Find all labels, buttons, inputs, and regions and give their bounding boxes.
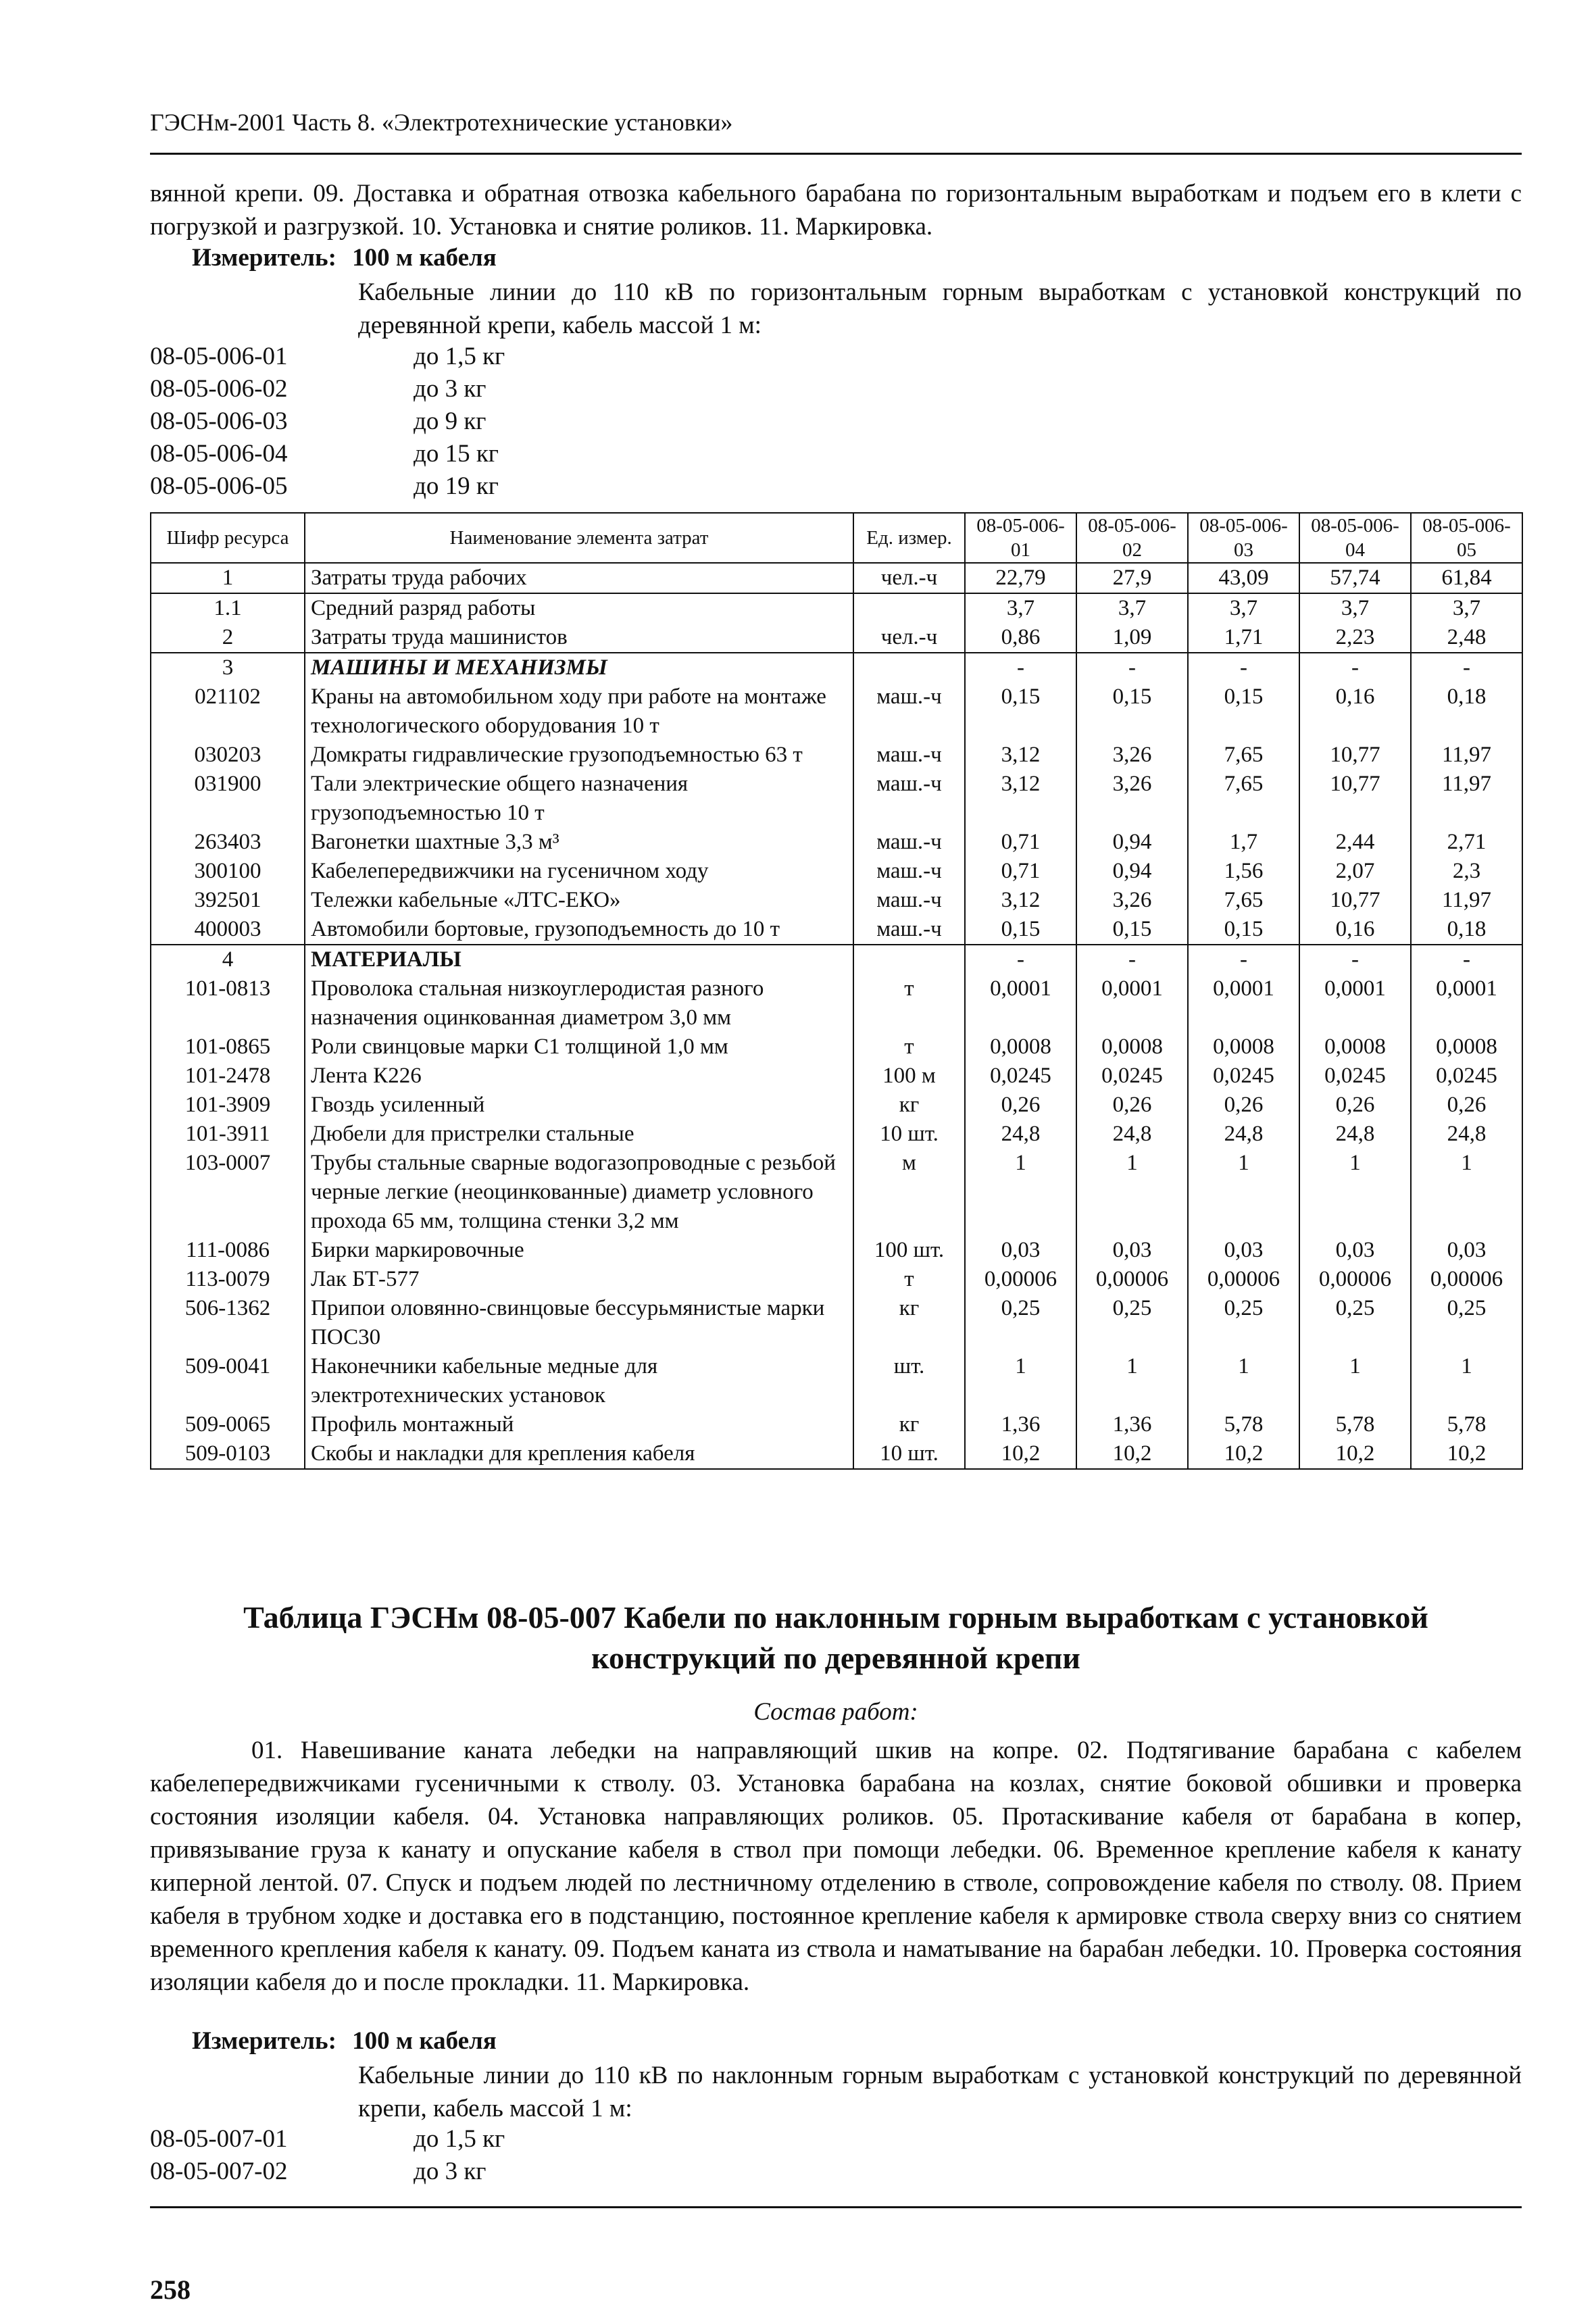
table-row: [151, 623, 1522, 653]
meter-2: [192, 2026, 497, 2056]
cell-value: 24,8: [965, 1120, 1076, 1149]
cell-unit: т: [853, 1032, 965, 1062]
cell-value: 0,25: [1076, 1294, 1188, 1352]
cell-value: 0,18: [1411, 915, 1522, 945]
cell-value: 0,0245: [1411, 1062, 1522, 1091]
cell-value: 0,0001: [1076, 974, 1188, 1032]
cell-value: -: [1411, 945, 1522, 974]
cell-unit: маш.-ч: [853, 857, 965, 886]
cell-name: Профиль монтажный: [305, 1410, 853, 1439]
cell-value: 1,7: [1188, 828, 1299, 857]
cell-name: Лак БТ-577: [305, 1265, 853, 1294]
cell-value: 7,65: [1188, 741, 1299, 770]
cell-value: 1: [1411, 1352, 1522, 1410]
table-row: [151, 1091, 1522, 1120]
cell-unit: маш.-ч: [853, 682, 965, 741]
cell-value: 2,23: [1299, 623, 1411, 653]
header-col-5: 08-05-006-05: [1411, 513, 1522, 563]
cell-unit: 100 м: [853, 1062, 965, 1091]
cell-value: 0,0008: [1411, 1032, 1522, 1062]
cell-name: Лента К226: [305, 1062, 853, 1091]
resource-code: 08-05-006-03: [150, 407, 288, 435]
cell-value: -: [1076, 653, 1188, 682]
cell-value: 0,00006: [1411, 1265, 1522, 1294]
cell-value: 0,00006: [1299, 1265, 1411, 1294]
cell-code: 111-0086: [151, 1236, 305, 1265]
cell-value: 0,26: [1299, 1091, 1411, 1120]
table-row: [151, 915, 1522, 945]
cell-value: -: [1076, 945, 1188, 974]
cell-value: 1: [1188, 1149, 1299, 1236]
description-2: Кабельные линии до 110 кВ по наклонным горным выработкам с установкой конструкций по деревянной крепи, кабель массой 1 м:: [358, 2062, 1522, 2122]
running-header: ГЭСНм-2001 Часть 8. «Электротехнические установки»: [150, 109, 733, 136]
cell-code: 392501: [151, 886, 305, 915]
cell-value: 22,79: [965, 563, 1076, 593]
cell-value: 0,25: [1188, 1294, 1299, 1352]
cell-value: 0,15: [965, 915, 1076, 945]
cell-code: 021102: [151, 682, 305, 741]
cell-name: Тали электрические общего назначения грузоподъемностью 10 т: [305, 770, 853, 828]
cell-value: 10,2: [1299, 1439, 1411, 1469]
cell-name: Гвоздь усиленный: [305, 1091, 853, 1120]
cell-value: 2,07: [1299, 857, 1411, 886]
page-number: 258: [150, 2274, 191, 2305]
cell-value: 7,65: [1188, 886, 1299, 915]
cell-code: 1.1: [151, 593, 305, 623]
cell-value: 3,7: [1076, 593, 1188, 623]
cell-value: 0,26: [1188, 1091, 1299, 1120]
cell-name: Автомобили бортовые, грузоподъемность до 10 т: [305, 915, 853, 945]
cell-unit: м: [853, 1149, 965, 1236]
cell-unit: 10 шт.: [853, 1439, 965, 1469]
cell-value: -: [1299, 945, 1411, 974]
cell-value: 10,2: [1188, 1439, 1299, 1469]
cell-code: 101-0865: [151, 1032, 305, 1062]
cell-value: 1,56: [1188, 857, 1299, 886]
cell-value: 0,18: [1411, 682, 1522, 741]
cell-value: 1,36: [965, 1410, 1076, 1439]
cell-name: Затраты труда рабочих: [305, 563, 853, 593]
header-rule: [150, 153, 1522, 155]
footer-rule: [150, 2206, 1522, 2208]
header-unit: Ед. измер.: [853, 513, 965, 563]
cell-name: МАШИНЫ И МЕХАНИЗМЫ: [305, 653, 853, 682]
resource-code: 08-05-006-02: [150, 375, 288, 403]
cell-value: 5,78: [1299, 1410, 1411, 1439]
table-row: [151, 1149, 1522, 1236]
cell-code: 113-0079: [151, 1265, 305, 1294]
cell-value: 0,00006: [1188, 1265, 1299, 1294]
cell-unit: кг: [853, 1410, 965, 1439]
cell-unit: чел.-ч: [853, 563, 965, 593]
cell-value: 2,48: [1411, 623, 1522, 653]
table-row: [151, 1294, 1522, 1352]
cell-name: Скобы и накладки для крепления кабеля: [305, 1439, 853, 1469]
description-1: Кабельные линии до 110 кВ по горизонтальным горным выработкам с установкой конструкций по деревянной крепи, кабель массой 1 м:: [358, 278, 1522, 339]
cell-code: 509-0065: [151, 1410, 305, 1439]
work-heading: Состав работ:: [753, 1698, 918, 1726]
table-row: [151, 1265, 1522, 1294]
table-body: [151, 563, 1522, 1469]
cell-unit: т: [853, 1265, 965, 1294]
cell-unit: чел.-ч: [853, 623, 965, 653]
cell-value: 0,03: [1188, 1236, 1299, 1265]
cell-value: 3,26: [1076, 886, 1188, 915]
cell-value: -: [1188, 945, 1299, 974]
cell-value: 0,25: [1299, 1294, 1411, 1352]
resource-mass: до 1,5 кг: [414, 2125, 505, 2153]
cell-name: Дюбели для пристрелки стальные: [305, 1120, 853, 1149]
cell-value: 0,94: [1076, 828, 1188, 857]
table-row: [151, 770, 1522, 828]
cell-value: 0,0245: [1076, 1062, 1188, 1091]
cell-name: МАТЕРИАЛЫ: [305, 945, 853, 974]
cell-value: 3,7: [1411, 593, 1522, 623]
cell-unit: т: [853, 974, 965, 1032]
cell-code: 030203: [151, 741, 305, 770]
cell-value: 1,71: [1188, 623, 1299, 653]
cell-value: 10,2: [965, 1439, 1076, 1469]
table-row: [151, 1352, 1522, 1410]
cell-code: 103-0007: [151, 1149, 305, 1236]
cell-value: 1: [965, 1352, 1076, 1410]
cell-value: 0,0008: [1076, 1032, 1188, 1062]
resource-mass: до 3 кг: [414, 2158, 487, 2185]
cell-name: Бирки маркировочные: [305, 1236, 853, 1265]
cell-value: 5,78: [1188, 1410, 1299, 1439]
meter-1-value: 100 м кабеля: [352, 244, 497, 272]
table-row: [151, 653, 1522, 682]
cell-value: 0,0245: [965, 1062, 1076, 1091]
cell-value: 0,86: [965, 623, 1076, 653]
table-row: [151, 1236, 1522, 1265]
cell-value: 27,9: [1076, 563, 1188, 593]
cell-value: 0,25: [1411, 1294, 1522, 1352]
table-header-row: [151, 513, 1522, 563]
cell-value: 11,97: [1411, 741, 1522, 770]
cell-value: 3,7: [1188, 593, 1299, 623]
cell-value: 3,7: [965, 593, 1076, 623]
header-code: Шифр ресурса: [151, 513, 305, 563]
cell-value: 1: [1188, 1352, 1299, 1410]
cell-value: -: [965, 653, 1076, 682]
cell-unit: [853, 945, 965, 974]
cell-value: 0,16: [1299, 915, 1411, 945]
cell-value: 0,16: [1299, 682, 1411, 741]
resource-mass: до 19 кг: [414, 472, 499, 500]
cell-unit: 10 шт.: [853, 1120, 965, 1149]
cell-value: 1: [1076, 1352, 1188, 1410]
cell-unit: [853, 593, 965, 623]
cell-unit: маш.-ч: [853, 828, 965, 857]
cell-code: 263403: [151, 828, 305, 857]
cell-value: 10,2: [1411, 1439, 1522, 1469]
cell-value: 2,3: [1411, 857, 1522, 886]
resource-code: 08-05-006-05: [150, 472, 288, 500]
table-row: [151, 857, 1522, 886]
cell-code: 400003: [151, 915, 305, 945]
cell-value: 0,0245: [1188, 1062, 1299, 1091]
table-row: [151, 828, 1522, 857]
cell-value: 3,12: [965, 770, 1076, 828]
cell-unit: маш.-ч: [853, 770, 965, 828]
header-name: Наименование элемента затрат: [305, 513, 853, 563]
cell-name: Кабелепередвижчики на гусеничном ходу: [305, 857, 853, 886]
resource-mass: до 15 кг: [414, 440, 499, 468]
cell-value: 10,77: [1299, 886, 1411, 915]
cell-code: 4: [151, 945, 305, 974]
cell-unit: маш.-ч: [853, 915, 965, 945]
table-row: [151, 563, 1522, 593]
cell-value: -: [1299, 653, 1411, 682]
cell-code: 101-2478: [151, 1062, 305, 1091]
resource-code: 08-05-006-01: [150, 343, 288, 370]
cell-value: 57,74: [1299, 563, 1411, 593]
cell-value: 24,8: [1411, 1120, 1522, 1149]
cell-value: 0,0008: [1188, 1032, 1299, 1062]
cell-value: 1: [965, 1149, 1076, 1236]
cell-value: 1: [1411, 1149, 1522, 1236]
cell-value: 11,97: [1411, 770, 1522, 828]
cell-name: Наконечники кабельные медные для электротехнических установок: [305, 1352, 853, 1410]
meter-2-label: Измеритель:: [192, 2027, 336, 2055]
meter-2-value: 100 м кабеля: [352, 2027, 497, 2055]
cell-value: 0,0008: [1299, 1032, 1411, 1062]
cell-value: 3,26: [1076, 770, 1188, 828]
cell-value: 0,0001: [1188, 974, 1299, 1032]
table-row: [151, 974, 1522, 1032]
cell-code: 101-3909: [151, 1091, 305, 1120]
cell-value: 1,09: [1076, 623, 1188, 653]
cell-unit: кг: [853, 1294, 965, 1352]
cell-value: -: [965, 945, 1076, 974]
cell-code: 101-3911: [151, 1120, 305, 1149]
work-paragraph: 01. Навешивание каната лебедки на направляющий шкив на копре. 02. Подтягивание барабана с кабелем кабелепередвижчиками гусеничными к стволу. 03. Установка барабана на козлах, снятие боковой обшивки и проверка состояния изоляции кабеля. 04. Установка направляющих роликов. 05. Протаскивание кабеля от барабана в копер, привязывание груза к канату и опускание кабеля в ствол при помощи лебедки. 06. Временное крепление кабеля к канату киперной лентой. 07. Спуск и подъем людей по лестничному отделению в стволе, сопровождение кабеля по стволу. 08. Прием кабеля в трубном ходке и доставка его в подстанцию, постоянное крепление кабеля к армировке ствола сверху вниз со снятием временного крепления кабеля к канату. 09. Подъем каната из ствола и наматывание на барабан лебедки. 10. Проверка состояния изоляции кабеля до и после прокладки. 11. Маркировка.: [150, 1737, 1522, 1996]
resource-code: 08-05-007-02: [150, 2158, 288, 2185]
table-row: [151, 1032, 1522, 1062]
cell-value: 1: [1299, 1352, 1411, 1410]
cell-name: Домкраты гидравлические грузоподъемностью 63 т: [305, 741, 853, 770]
cell-value: 2,71: [1411, 828, 1522, 857]
cell-name: Проволока стальная низкоуглеродистая разного назначения оцинкованная диаметром 3,0 мм: [305, 974, 853, 1032]
cell-value: 7,65: [1188, 770, 1299, 828]
cell-unit: шт.: [853, 1352, 965, 1410]
cell-name: Тележки кабельные «ЛТС-ЕКО»: [305, 886, 853, 915]
cell-value: 0,25: [965, 1294, 1076, 1352]
table-2-title: Таблица ГЭСНм 08-05-007 Кабели по наклонным горным выработкам с установкой конструкций по деревянной крепи: [243, 1600, 1428, 1675]
cell-code: 509-0103: [151, 1439, 305, 1469]
resource-table: [150, 512, 1523, 1470]
cell-name: Роли свинцовые марки С1 толщиной 1,0 мм: [305, 1032, 853, 1062]
table-row: [151, 1410, 1522, 1439]
cell-code: 1: [151, 563, 305, 593]
cell-code: 3: [151, 653, 305, 682]
intro-paragraph: вянной крепи. 09. Доставка и обратная отвозка кабельного барабана по горизонтальным выработкам и подъем его в клети с погрузкой и разгрузкой. 10. Установка и снятие роликов. 11. Маркировка.: [150, 180, 1522, 241]
cell-value: 0,03: [965, 1236, 1076, 1265]
meter-1-label: Измеритель:: [192, 244, 336, 272]
cell-name: Припои оловянно-свинцовые бессурьмянистые марки ПОС30: [305, 1294, 853, 1352]
resource-code: 08-05-007-01: [150, 2125, 288, 2153]
cell-value: 2,44: [1299, 828, 1411, 857]
header-col-4: 08-05-006-04: [1299, 513, 1411, 563]
cell-code: 2: [151, 623, 305, 653]
header-col-1: 08-05-006-01: [965, 513, 1076, 563]
cell-value: 3,26: [1076, 741, 1188, 770]
cell-value: 3,12: [965, 886, 1076, 915]
cell-value: 0,15: [1076, 682, 1188, 741]
cell-code: 300100: [151, 857, 305, 886]
cell-value: 0,26: [965, 1091, 1076, 1120]
cell-value: 24,8: [1299, 1120, 1411, 1149]
cell-value: 0,26: [1076, 1091, 1188, 1120]
cell-value: -: [1411, 653, 1522, 682]
cell-value: 0,71: [965, 857, 1076, 886]
cell-value: 10,77: [1299, 741, 1411, 770]
cell-value: 3,12: [965, 741, 1076, 770]
cell-value: 43,09: [1188, 563, 1299, 593]
table-row: [151, 1062, 1522, 1091]
cell-value: 0,00006: [1076, 1265, 1188, 1294]
resource-mass: до 1,5 кг: [414, 343, 505, 370]
table-row: [151, 886, 1522, 915]
cell-unit: маш.-ч: [853, 886, 965, 915]
table-row: [151, 1439, 1522, 1469]
table-row: [151, 593, 1522, 623]
cell-name: Вагонетки шахтные 3,3 м³: [305, 828, 853, 857]
cell-value: 0,94: [1076, 857, 1188, 886]
cell-value: 0,00006: [965, 1265, 1076, 1294]
cell-unit: кг: [853, 1091, 965, 1120]
cell-value: 10,2: [1076, 1439, 1188, 1469]
cell-value: 5,78: [1411, 1410, 1522, 1439]
cell-name: Затраты труда машинистов: [305, 623, 853, 653]
cell-value: 0,0001: [1411, 974, 1522, 1032]
table-row: [151, 1120, 1522, 1149]
cell-value: 0,0008: [965, 1032, 1076, 1062]
cell-value: 3,7: [1299, 593, 1411, 623]
cell-value: 11,97: [1411, 886, 1522, 915]
cell-name: Краны на автомобильном ходу при работе на монтаже технологического оборудования 10 т: [305, 682, 853, 741]
cell-value: 24,8: [1188, 1120, 1299, 1149]
table-row: [151, 682, 1522, 741]
cell-unit: [853, 653, 965, 682]
cell-value: 0,0001: [965, 974, 1076, 1032]
cell-value: 0,0001: [1299, 974, 1411, 1032]
cell-name: Средний разряд работы: [305, 593, 853, 623]
table-row: [151, 741, 1522, 770]
cell-unit: 100 шт.: [853, 1236, 965, 1265]
cell-value: 61,84: [1411, 563, 1522, 593]
cell-value: 1: [1076, 1149, 1188, 1236]
cell-value: 0,0245: [1299, 1062, 1411, 1091]
cell-value: 0,03: [1076, 1236, 1188, 1265]
cell-value: 0,26: [1411, 1091, 1522, 1120]
cell-code: 101-0813: [151, 974, 305, 1032]
cell-code: 031900: [151, 770, 305, 828]
cell-code: 506-1362: [151, 1294, 305, 1352]
cell-value: 0,15: [1188, 682, 1299, 741]
cell-name: Трубы стальные сварные водогазопроводные с резьбой черные легкие (неоцинкованные) диаметр условного прохода 65 мм, толщина стенки 3,2 мм: [305, 1149, 853, 1236]
cell-value: 10,77: [1299, 770, 1411, 828]
cell-value: 1,36: [1076, 1410, 1188, 1439]
cell-value: 1: [1299, 1149, 1411, 1236]
header-col-2: 08-05-006-02: [1076, 513, 1188, 563]
cell-value: 24,8: [1076, 1120, 1188, 1149]
cell-value: 0,15: [1076, 915, 1188, 945]
cell-unit: маш.-ч: [853, 741, 965, 770]
resource-mass: до 9 кг: [414, 407, 487, 435]
meter-1: [192, 243, 497, 272]
cell-value: 0,15: [965, 682, 1076, 741]
header-col-3: 08-05-006-03: [1188, 513, 1299, 563]
resource-code: 08-05-006-04: [150, 440, 288, 468]
table-row: [151, 945, 1522, 974]
cell-code: 509-0041: [151, 1352, 305, 1410]
cell-value: 0,03: [1411, 1236, 1522, 1265]
cell-value: 0,71: [965, 828, 1076, 857]
cell-value: 0,03: [1299, 1236, 1411, 1265]
cell-value: 0,15: [1188, 915, 1299, 945]
resource-mass: до 3 кг: [414, 375, 487, 403]
cell-value: -: [1188, 653, 1299, 682]
